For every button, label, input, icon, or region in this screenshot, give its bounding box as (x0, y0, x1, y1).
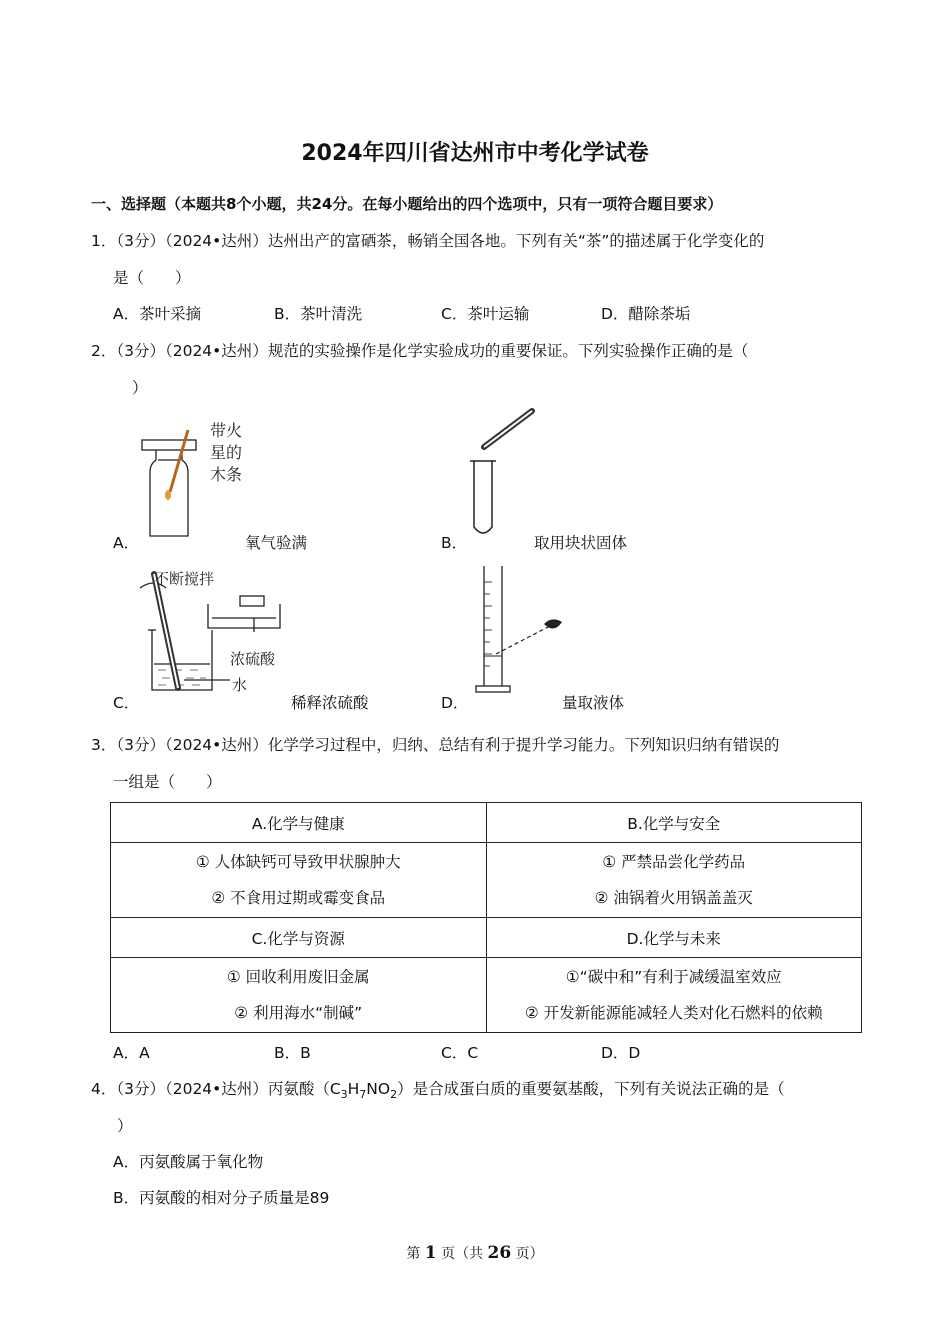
table-cell: B.化学与安全 (486, 803, 862, 843)
q4-sub-2: 2 (390, 1088, 398, 1102)
section-heading: 一、选择题（本题共8个小题，共24分。在每小题给出的四个选项中，只有一项符合题目要求） (91, 195, 723, 213)
table-cell (111, 958, 487, 1033)
cylinder-icon (484, 566, 502, 686)
fig-c-label-acid: 浓硫酸 (230, 650, 276, 668)
page-title: 2024年四川省达州市中考化学试卷 (301, 141, 649, 166)
page-footer (0, 1243, 950, 1263)
fig-c-label-water: 水 (232, 676, 248, 694)
question-4-stem (91, 1077, 785, 1101)
q2-option-a-caption: 氧气验满 (245, 534, 308, 552)
table-cell: C.化学与资源 (111, 918, 487, 958)
test-tube-icon (474, 461, 492, 533)
table-cell-line: ② 不食用过期或霉变食品 (211, 889, 386, 907)
q2-option-a-letter: A． (113, 534, 140, 552)
reagent-bottle-icon (208, 604, 280, 628)
q2-option-b-letter: B． (441, 534, 468, 552)
figure-test-tube-solid (460, 405, 550, 545)
spark-icon (165, 490, 171, 500)
table-cell-line: ② 利用海水“制碱” (234, 1004, 363, 1022)
q3-option-b: B．B (274, 1044, 311, 1062)
knowledge-table (110, 802, 862, 1033)
fig-a-label-3: 木条 (210, 465, 243, 484)
fig-a-label-2: 星的 (210, 443, 243, 462)
q4-text-no: NO (366, 1080, 391, 1098)
table-row (111, 958, 862, 1033)
footer-total-pages: 26 (487, 1243, 512, 1263)
q2-option-d-letter: D． (441, 694, 469, 712)
fig-a-label-1: 带火 (210, 421, 243, 440)
q1-option-c: C．茶叶运输 (441, 305, 530, 323)
q2-option-d-caption: 量取液体 (562, 694, 625, 712)
question-2-stem-cont: ） (132, 379, 148, 397)
q4-text-h: H (347, 1080, 360, 1098)
question-1-stem-cont: 是（ ） (113, 269, 191, 287)
q1-option-b: B．茶叶清洗 (274, 305, 363, 323)
q3-option-d: D．D (601, 1044, 641, 1062)
q2-option-b-caption: 取用块状固体 (534, 534, 628, 552)
table-cell-line: ①“碳中和”有利于减缓温室效应 (565, 968, 782, 986)
table-cell-line: ① 回收利用废旧金属 (226, 968, 370, 986)
footer-mid: 页（共 (436, 1246, 488, 1262)
q3-option-c: C．C (441, 1044, 479, 1062)
footer-post: 页） (511, 1246, 544, 1262)
q2-option-c-letter: C． (113, 694, 140, 712)
figure-oxygen-test (130, 412, 260, 542)
table-row (111, 843, 862, 918)
table-cell-line: ① 严禁品尝化学药品 (602, 853, 746, 871)
q1-option-a: A．茶叶采摘 (113, 305, 202, 323)
table-cell (486, 843, 862, 918)
q4-sub-3: 3 (340, 1088, 348, 1102)
q4-option-b: B．丙氨酸的相对分子质量是89 (113, 1189, 330, 1207)
q3-option-a: A．A (113, 1044, 150, 1062)
figure-graduated-cylinder (470, 562, 570, 696)
beaker-icon (152, 630, 212, 690)
q4-option-a: A．丙氨酸属于氧化物 (113, 1153, 264, 1171)
splint-icon (170, 430, 188, 492)
q4-text-post: ）是合成蛋白质的重要氨基酸，下列有关说法正确的是（ (397, 1080, 785, 1098)
question-4-stem-cont: ） (117, 1117, 133, 1135)
table-row (111, 803, 862, 843)
table-cell: D.化学与未来 (486, 918, 862, 958)
table-cell (111, 843, 487, 918)
question-3-stem-cont: 一组是（ ） (113, 773, 222, 791)
q4-sub-7: 7 (359, 1088, 367, 1102)
question-2-stem: 2．（3分）（2024•达州）规范的实验操作是化学实验成功的重要保证。下列实验操作正确的是（ (91, 342, 749, 360)
footer-pre: 第 (406, 1246, 425, 1262)
table-cell: A.化学与健康 (111, 803, 487, 843)
table-cell-line: ② 油锅着火用锅盖盖灭 (594, 889, 753, 907)
table-cell (486, 958, 862, 1033)
table-cell-line: ① 人体缺钙可导致甲状腺肿大 (195, 853, 401, 871)
question-3-stem: 3．（3分）（2024•达州）化学学习过程中，归纳、总结有利于提升学习能力。下列知识归纳有错误的 (91, 736, 780, 754)
q1-option-d: D．醋除茶垢 (601, 305, 691, 323)
figure-dilute-acid (130, 566, 300, 700)
q4-text-pre: 4．（3分）（2024•达州）丙氨酸（C (91, 1080, 341, 1098)
question-1-stem: 1．（3分）（2024•达州）达州出产的富硒茶，畅销全国各地。下列有关“茶”的描述属于化学变化的 (91, 232, 765, 250)
table-cell-line: ② 开发新能源能减轻人类对化石燃料的依赖 (524, 1004, 823, 1022)
fig-c-label-stir: 不断搅拌 (154, 570, 215, 588)
stopper-plate (142, 440, 196, 450)
table-row (111, 918, 862, 958)
q2-option-c-caption: 稀释浓硫酸 (291, 694, 369, 712)
footer-page-number: 1 (424, 1243, 437, 1263)
